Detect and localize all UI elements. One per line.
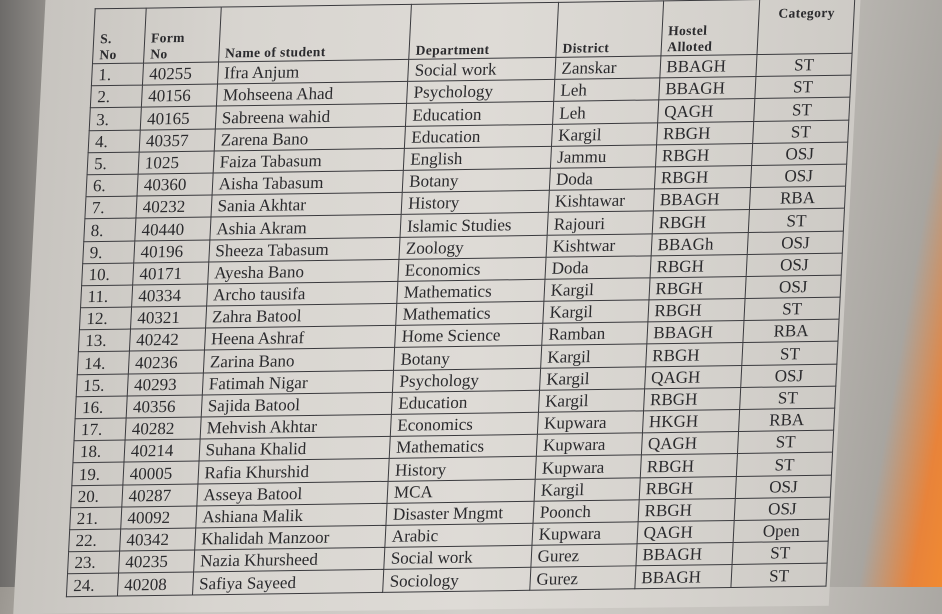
cell-name: Zarena Bano xyxy=(214,126,406,151)
cell-hostel: RBGH xyxy=(640,454,738,478)
cell-department: History xyxy=(401,190,549,214)
cell-department: Education xyxy=(404,124,552,148)
cell-name: Khalidah Manzoor xyxy=(194,525,386,550)
cell-sno: 5. xyxy=(87,152,139,175)
cell-category: OSJ xyxy=(745,275,841,299)
cell-name: Heena Ashraf xyxy=(204,326,396,351)
cell-department: MCA xyxy=(387,479,535,503)
cell-hostel: RBGH xyxy=(643,387,741,411)
cell-name: Sheeza Tabasum xyxy=(208,237,400,262)
cell-category: ST xyxy=(753,120,849,144)
cell-district: Kupwara xyxy=(535,455,641,479)
cell-sno: 11. xyxy=(81,285,133,308)
cell-form-no: 40232 xyxy=(136,195,212,218)
cell-district: Ramban xyxy=(541,322,647,346)
cell-sno: 20. xyxy=(71,485,123,508)
cell-name: Nazia Khursheed xyxy=(193,547,385,572)
cell-form-no: 40235 xyxy=(118,550,194,573)
allotment-table xyxy=(66,0,855,597)
cell-category: ST xyxy=(738,430,834,454)
cell-form-no: 40005 xyxy=(123,461,199,484)
cell-hostel: BBAGH xyxy=(635,543,733,567)
cell-form-no: 40242 xyxy=(129,328,205,351)
cell-form-no: 40360 xyxy=(137,173,213,196)
cell-sno: 16. xyxy=(75,396,127,419)
cell-form-no: 40208 xyxy=(117,572,193,595)
cell-form-no: 40092 xyxy=(121,506,197,529)
cell-sno: 24. xyxy=(66,573,118,596)
cell-form-no: 40287 xyxy=(122,484,198,507)
cell-district: Kupwara xyxy=(532,522,638,546)
cell-category: OSJ xyxy=(734,497,830,521)
cell-category: ST xyxy=(744,297,840,321)
cell-district: Rajouri xyxy=(547,211,653,235)
cell-hostel: RBGH xyxy=(655,143,753,167)
cell-sno: 13. xyxy=(78,329,130,352)
cell-district: Kargil xyxy=(551,122,657,146)
cell-category: OSJ xyxy=(751,164,847,188)
cell-category: OSJ xyxy=(752,142,848,166)
hostel-allotment-list xyxy=(66,0,855,597)
cell-form-no: 40156 xyxy=(141,84,217,107)
cell-sno: 3. xyxy=(89,107,141,130)
cell-sno: 19. xyxy=(72,462,124,485)
cell-form-no: 40196 xyxy=(134,240,210,263)
cell-department: Mathematics xyxy=(397,279,545,303)
cell-category: RBA xyxy=(743,319,839,343)
cell-form-no: 40356 xyxy=(126,395,202,418)
cell-category: OSJ xyxy=(747,231,843,255)
header-district: District xyxy=(556,1,664,57)
cell-department: Islamic Studies xyxy=(400,213,548,237)
cell-category: ST xyxy=(737,453,833,477)
cell-district: Doda xyxy=(545,256,651,280)
cell-hostel: BBAGH xyxy=(658,77,756,101)
cell-sno: 8. xyxy=(84,218,136,241)
cell-hostel: RBGH xyxy=(647,299,745,323)
cell-name: Ashia Akram xyxy=(209,215,401,240)
cell-name: Ayesha Bano xyxy=(207,259,399,284)
cell-category: ST xyxy=(754,98,850,122)
cell-hostel: BBAGH xyxy=(646,321,744,345)
cell-hostel: RBGH xyxy=(638,498,736,522)
cell-hostel: BBAGH xyxy=(659,55,757,79)
cell-category: ST xyxy=(756,53,852,77)
cell-sno: 23. xyxy=(68,551,120,574)
cell-name: Ashiana Malik xyxy=(195,503,387,528)
cell-sno: 12. xyxy=(79,307,131,330)
cell-department: English xyxy=(403,146,551,170)
cell-hostel: RBGH xyxy=(654,165,752,189)
cell-form-no: 40321 xyxy=(130,306,206,329)
cell-name: Suhana Khalid xyxy=(199,437,391,462)
cell-form-no: 40214 xyxy=(124,439,200,462)
cell-hostel: BBAGh xyxy=(651,232,749,256)
cell-form-no: 1025 xyxy=(138,151,214,174)
cell-category: OSJ xyxy=(746,253,842,277)
cell-district: Gurez xyxy=(530,566,636,590)
cell-hostel: RBGH xyxy=(656,121,754,145)
cell-name: Rafia Khurshid xyxy=(198,459,390,484)
cell-name: Zarina Bano xyxy=(203,348,395,373)
cell-hostel: RBGH xyxy=(652,210,750,234)
cell-hostel: QAGH xyxy=(657,99,755,123)
cell-form-no: 40255 xyxy=(142,62,218,85)
cell-department: Education xyxy=(406,102,554,126)
cell-district: Zanskar xyxy=(555,56,661,80)
cell-hostel: QAGH xyxy=(641,432,739,456)
cell-sno: 21. xyxy=(70,507,122,530)
cell-district: Kargil xyxy=(544,278,650,302)
header-sno: S. No xyxy=(92,8,146,64)
cell-category: ST xyxy=(749,208,845,232)
cell-sno: 15. xyxy=(76,374,128,397)
cell-name: Mehvish Akhtar xyxy=(200,414,392,439)
cell-hostel: RBGH xyxy=(639,476,737,500)
cell-form-no: 40236 xyxy=(128,350,204,373)
cell-sno: 1. xyxy=(91,63,143,86)
cell-sno: 18. xyxy=(73,440,125,463)
cell-sno: 7. xyxy=(85,196,137,219)
cell-district: Jammu xyxy=(550,145,656,169)
cell-category: ST xyxy=(742,342,838,366)
cell-district: Poonch xyxy=(533,500,639,524)
cell-department: Education xyxy=(391,390,539,414)
cell-department: History xyxy=(388,457,536,481)
cell-form-no: 40357 xyxy=(139,129,215,152)
cell-sno: 14. xyxy=(77,351,129,374)
cell-name: Archo tausifa xyxy=(206,281,398,306)
cell-sno: 9. xyxy=(83,241,135,264)
cell-hostel: BBAGH xyxy=(653,188,751,212)
cell-district: Kargil xyxy=(539,366,645,390)
cell-name: Mohseena Ahad xyxy=(216,82,408,107)
cell-form-no: 40282 xyxy=(125,417,201,440)
cell-department: Mathematics xyxy=(396,301,544,325)
cell-district: Kargil xyxy=(543,300,649,324)
cell-form-no: 40342 xyxy=(119,528,195,551)
cell-district: Kupwara xyxy=(537,411,643,435)
header-department: Department xyxy=(409,2,559,59)
cell-form-no: 40334 xyxy=(131,284,207,307)
cell-hostel: RBGH xyxy=(648,276,746,300)
cell-form-no: 40440 xyxy=(135,217,211,240)
cell-category: Open xyxy=(733,519,829,543)
cell-category: ST xyxy=(731,563,827,587)
cell-department: Mathematics xyxy=(389,434,537,458)
cell-sno: 4. xyxy=(88,130,140,153)
cell-department: Sociology xyxy=(383,568,531,592)
cell-name: Asseya Batool xyxy=(196,481,388,506)
cell-name: Sabreena wahid xyxy=(215,104,407,129)
cell-category: OSJ xyxy=(736,475,832,499)
cell-category: ST xyxy=(740,386,836,410)
header-hostel: Hostel Alloted xyxy=(660,0,759,56)
cell-form-no: 40171 xyxy=(132,262,208,285)
cell-name: Ifra Anjum xyxy=(217,59,409,84)
cell-district: Kargil xyxy=(540,344,646,368)
cell-district: Kargil xyxy=(534,477,640,501)
cell-hostel: BBAGH xyxy=(634,565,732,589)
cell-department: Botany xyxy=(402,168,550,192)
cell-hostel: QAGH xyxy=(644,365,742,389)
cell-form-no: 40165 xyxy=(140,106,216,129)
cell-department: Zoology xyxy=(399,235,547,259)
cell-district: Kishtwar xyxy=(546,233,652,257)
cell-category: RBA xyxy=(750,186,846,210)
cell-district: Gurez xyxy=(531,544,637,568)
cell-name: Aisha Tabasum xyxy=(212,170,404,195)
cell-category: RBA xyxy=(739,408,835,432)
cell-name: Faiza Tabasum xyxy=(213,148,405,173)
cell-sno: 17. xyxy=(74,418,126,441)
cell-name: Zahra Batool xyxy=(205,303,397,328)
cell-category: ST xyxy=(732,541,828,565)
cell-category: OSJ xyxy=(741,364,837,388)
cell-hostel: HKGH xyxy=(642,409,740,433)
cell-department: Psychology xyxy=(407,80,555,104)
cell-department: Disaster Mngmt xyxy=(386,501,534,525)
cell-department: Botany xyxy=(394,346,542,370)
cell-hostel: QAGH xyxy=(637,520,735,544)
cell-district: Kargil xyxy=(538,389,644,413)
cell-sno: 22. xyxy=(69,529,121,552)
cell-district: Kupwara xyxy=(536,433,642,457)
header-category: Category xyxy=(757,0,855,55)
header-name: Name of student xyxy=(218,4,411,62)
cell-form-no: 40293 xyxy=(127,373,203,396)
cell-department: Arabic xyxy=(385,523,533,547)
cell-name: Fatimah Nigar xyxy=(202,370,394,395)
header-form-no: Form No xyxy=(143,7,221,63)
cell-name: Sania Akhtar xyxy=(211,192,403,217)
cell-hostel: RBGH xyxy=(645,343,743,367)
cell-name: Sajida Batool xyxy=(201,392,393,417)
cell-district: Doda xyxy=(549,167,655,191)
cell-sno: 6. xyxy=(86,174,138,197)
cell-category: ST xyxy=(755,75,851,99)
cell-district: Kishtawar xyxy=(548,189,654,213)
cell-name: Safiya Sayeed xyxy=(192,570,384,595)
cell-sno: 10. xyxy=(82,263,134,286)
cell-hostel: RBGH xyxy=(650,254,748,278)
cell-department: Economics xyxy=(398,257,546,281)
cell-department: Home Science xyxy=(395,324,543,348)
cell-department: Social work xyxy=(408,57,556,81)
cell-department: Psychology xyxy=(392,368,540,392)
cell-district: Leh xyxy=(553,78,659,102)
cell-district: Leh xyxy=(552,100,658,124)
cell-sno: 2. xyxy=(90,85,142,108)
cell-department: Social work xyxy=(384,545,532,569)
cell-department: Economics xyxy=(390,412,538,436)
